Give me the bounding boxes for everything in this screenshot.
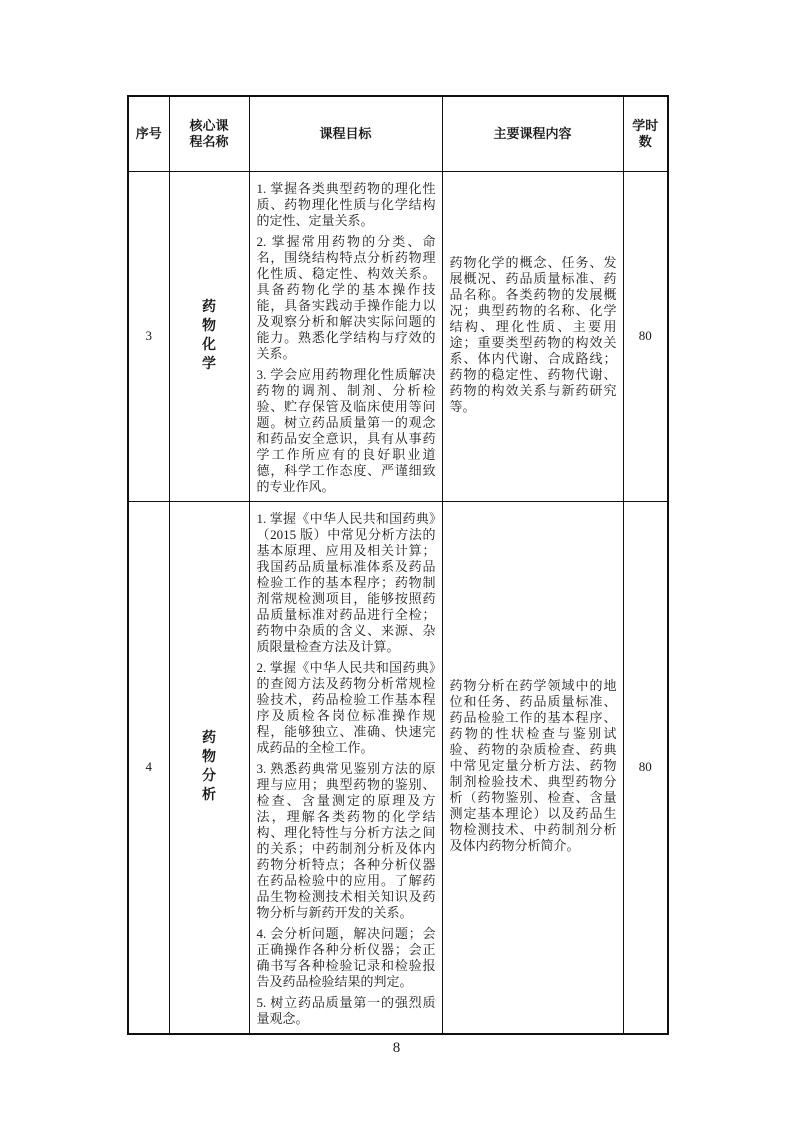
table-row-course-3 (128, 171, 668, 501)
course-objectives-cell (249, 171, 442, 501)
objective-paragraph: 3. 熟悉药典常见鉴别方法的原理与应用；典型药物的鉴别、检查、含量测定的原理及方法，理解各类药物的化学结构、理化特性与分析方法之间的关系；中药制剂分析及体内药物分析特点；各种分析仪器在药品检验中的应用。了解药品生物检测技术相关知识及药物分析与新药开发的关系。 (256, 760, 436, 920)
class-hours-cell: 80 (623, 171, 668, 501)
course-content-cell (442, 171, 623, 501)
objective-paragraph: 1. 掌握《中华人民共和国药典》（2015 版）中常见分析方法的基本原理、应用及相关计算；我国药品质量标准体系及药品检验工作的基本程序；药物制剂常规检测项目，能够按照药品质量标准对药品进行全检；药物中杂质的含义、来源、杂质限量检查方法及计算。 (256, 510, 436, 654)
page-number: 8 (392, 1040, 401, 1056)
course-objectives-cell (249, 501, 442, 1034)
objective-paragraph: 2. 掌握常用药物的分类、命名，围绕结构特点分析药物理化性质、稳定性、构效关系。具备药物化学的基本操作技能，具备实践动手操作能力以及观察分析和解决实际问题的能力。熟悉化学结构与疗效的关系。 (256, 233, 436, 361)
header-main-course-content (442, 96, 623, 171)
serial-number-cell: 3 (128, 171, 169, 501)
content-paragraph: 药物分析在药学领域中的地位和任务、药品质量标准、药品检验工作的基本程序、药物的性状检查与鉴别试验、药物的杂质检查、药典中常见定量分析方法、药物制剂检验技术、典型药物分析（药物鉴别、检查、含量测定基本理论）以及药品生物检测技术、中药制剂分析及体内药物分析简介。 (449, 678, 617, 853)
header-core-course-name (169, 96, 249, 171)
objective-paragraph: 4. 会分析问题，解决问题；会正确操作各种分析仪器；会正确书写各种检验记录和检验报告及药品检验结果的判定。 (256, 925, 436, 989)
header-class-hours (623, 96, 668, 171)
header-class-hours-label: 学时数 (632, 117, 659, 149)
course-name-vertical: 药物化学 (202, 300, 216, 372)
table-row-course-4 (128, 501, 668, 1034)
content-paragraph: 药物化学的概念、任务、发展概况、药品质量标准、药品名称。各类药物的发展概况；典型药物的名称、化学结构、理化性质、主要用途；重要类型药物的构效关系、体内代谢、合成路线；药物的稳定性、药物代谢、药物的构效关系与新药研究等。 (449, 255, 617, 414)
objective-paragraph: 5. 树立药品质量第一的强烈质量观念。 (256, 994, 436, 1026)
header-main-course-content-label: 主要课程内容 (493, 125, 572, 141)
course-name-vertical: 药物分析 (202, 731, 216, 803)
objective-paragraph: 1. 掌握各类典型药物的理化性质、药物理化性质与化学结构的定性、定量关系。 (256, 180, 436, 228)
header-course-objectives-label: 课程目标 (319, 125, 372, 141)
header-course-objectives (249, 96, 442, 171)
header-serial-number (128, 96, 169, 171)
course-content-cell (442, 501, 623, 1034)
class-hours-cell: 80 (623, 501, 668, 1034)
serial-number-cell: 4 (128, 501, 169, 1034)
header-serial-number-label: 序号 (135, 125, 162, 141)
course-name-cell (169, 501, 249, 1034)
objective-paragraph: 2. 掌握《中华人民共和国药典》的查阅方法及药物分析常规检验技术，药品检验工作基本程序及质检各岗位标准操作规程，能够独立、准确、快速完成药品的全检工作。 (256, 659, 436, 755)
objective-paragraph: 3. 学会应用药物理化性质解决药物的调剂、制剂、分析检验、贮存保管及临床使用等问题。树立药品质量第一的观念和药品安全意识，具有从事药学工作所应有的良好职业道德，科学工作态度、严谨细致的专业作风。 (256, 366, 436, 494)
table-header-row (128, 96, 668, 171)
header-core-course-name-label: 核心课程名称 (189, 117, 229, 149)
course-table (127, 95, 669, 1035)
course-name-cell (169, 171, 249, 501)
